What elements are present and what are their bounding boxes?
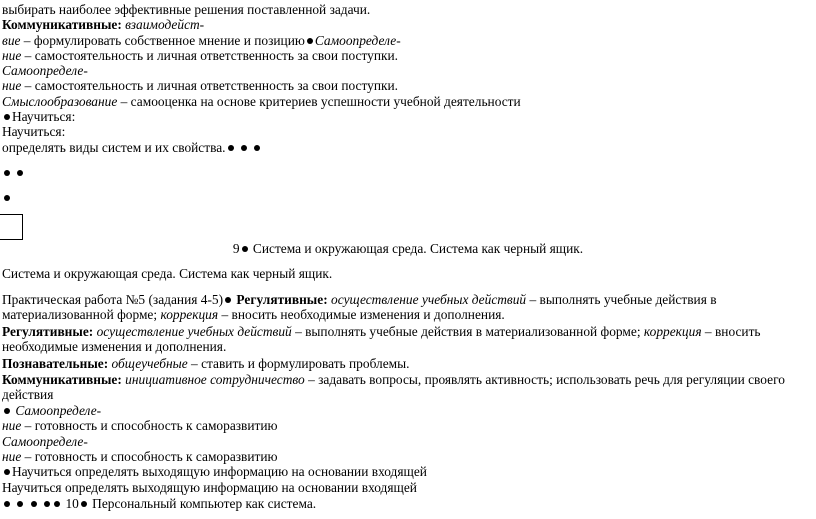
heading-text: Персональный компьютер как система.: [88, 496, 317, 511]
text-italic: ние: [2, 48, 22, 63]
text: материализованной форме;: [2, 307, 161, 322]
bullet-icon: [4, 114, 10, 120]
text: – самостоятельность и личная ответственность за свои поступки.: [21, 48, 399, 63]
text-line: [2, 124, 65, 139]
text-line: [2, 63, 88, 78]
label-bold: Регулятивные:: [236, 292, 328, 307]
text: выбирать наиболее эффективные решения поставленной задачи.: [2, 2, 371, 17]
label-bold: Коммуникативные:: [2, 17, 122, 32]
text-italic: Самоопределе-: [314, 33, 401, 48]
text: – выполнять учебные действия в материализованной форме;: [291, 324, 644, 339]
text-italic: Самоопределе-: [2, 63, 88, 78]
text: – ставить и формулировать проблемы.: [187, 356, 410, 371]
text-line: [2, 464, 427, 479]
text-italic: ние: [2, 418, 22, 433]
bullet-icon: [241, 145, 247, 151]
text: – формулировать собственное мнение и позицию: [20, 33, 305, 48]
text-line: [2, 496, 316, 511]
bullet-icon: [81, 501, 87, 507]
bullet-icon: [4, 408, 10, 414]
section-heading: [0, 241, 816, 256]
text-line: [2, 324, 761, 339]
text: Научиться определять выходящую информацию на основании входящей: [2, 480, 417, 495]
text-italic: осуществление учебных действий: [331, 292, 527, 307]
text: Система и окружающая среда. Система как черный ящик.: [2, 266, 333, 281]
bullet-icon: [44, 501, 50, 507]
text-italic: общеучебные: [111, 356, 188, 371]
text: – готовность и способность к саморазвитию: [21, 449, 278, 464]
text-line: [2, 434, 88, 449]
label-bold: Регулятивные:: [2, 324, 94, 339]
text-italic: коррекция: [160, 307, 219, 322]
text: определять виды систем и их свойства.: [2, 140, 226, 155]
text-line: [2, 307, 505, 322]
heading-number: 9: [232, 241, 240, 256]
bullet-icon: [17, 501, 23, 507]
label-bold: Коммуникативные:: [2, 372, 122, 387]
text-italic: ние: [2, 449, 22, 464]
bullet-row: [2, 165, 25, 180]
text-line: [2, 2, 370, 17]
text-line: [2, 418, 278, 433]
text-line: [2, 266, 332, 281]
text-line: [2, 292, 717, 307]
text-line: [2, 339, 226, 354]
bullet-icon: [4, 501, 10, 507]
label-bold: Познавательные:: [2, 356, 109, 371]
text-line: [2, 449, 278, 464]
text-italic: Смыслообразование: [2, 94, 118, 109]
text: – вносить необходимые изменения и дополнения.: [218, 307, 505, 322]
heading-number: 10: [65, 496, 79, 511]
text-line: [2, 387, 53, 402]
bullet-icon: [4, 195, 10, 201]
bullet-icon: [4, 469, 10, 475]
bullet-icon: [54, 501, 60, 507]
text-line: [2, 78, 398, 93]
bullet-row: [2, 190, 12, 205]
text: Научиться:: [12, 109, 76, 124]
text-line: [2, 94, 521, 109]
bullet-icon: [4, 170, 10, 176]
text: – самостоятельность и личная ответственность за свои поступки.: [21, 78, 399, 93]
text: – вносить: [701, 324, 761, 339]
text-italic: коррекция: [643, 324, 702, 339]
text-line: [2, 140, 262, 155]
text-line: [2, 480, 417, 495]
text: – задавать вопросы, проявлять активность; использовать речь для регуляции своего: [304, 372, 785, 387]
text: – выполнять учебные действия в: [526, 292, 717, 307]
text-italic: инициативное сотрудничество: [125, 372, 305, 387]
text-italic: вие: [2, 33, 21, 48]
text-line: [2, 33, 401, 48]
text: необходимые изменения и дополнения.: [2, 339, 227, 354]
text-italic: осуществление учебных действий: [96, 324, 292, 339]
text-italic: ние: [2, 78, 22, 93]
text-line: [2, 17, 204, 32]
bullet-icon: [254, 145, 260, 151]
text-line: [2, 372, 785, 387]
text: – самооценка на основе критериев успешности учебной деятельности: [117, 94, 521, 109]
text-line: [2, 48, 398, 63]
text-line: [2, 109, 75, 124]
text-italic: взаимодейст-: [125, 17, 205, 32]
bullet-icon: [228, 145, 234, 151]
bullet-icon: [242, 246, 248, 252]
bullet-icon: [17, 170, 23, 176]
heading-text: Система и окружающая среда. Система как черный ящик.: [249, 241, 584, 256]
text: Практическая работа №5 (задания 4-5): [2, 292, 224, 307]
bullet-icon: [307, 38, 313, 44]
text: – готовность и способность к саморазвитию: [21, 418, 278, 433]
text-italic: Самоопределе-: [2, 434, 88, 449]
bullet-icon: [31, 501, 37, 507]
empty-box: [0, 214, 23, 240]
bullet-icon: [225, 297, 231, 303]
text-line: [2, 403, 101, 418]
text: действия: [2, 387, 54, 402]
text: Научиться:: [2, 124, 66, 139]
text-line: [2, 356, 410, 371]
text: Научиться определять выходящую информацию на основании входящей: [12, 464, 427, 479]
text-italic: Самоопределе-: [15, 403, 102, 418]
